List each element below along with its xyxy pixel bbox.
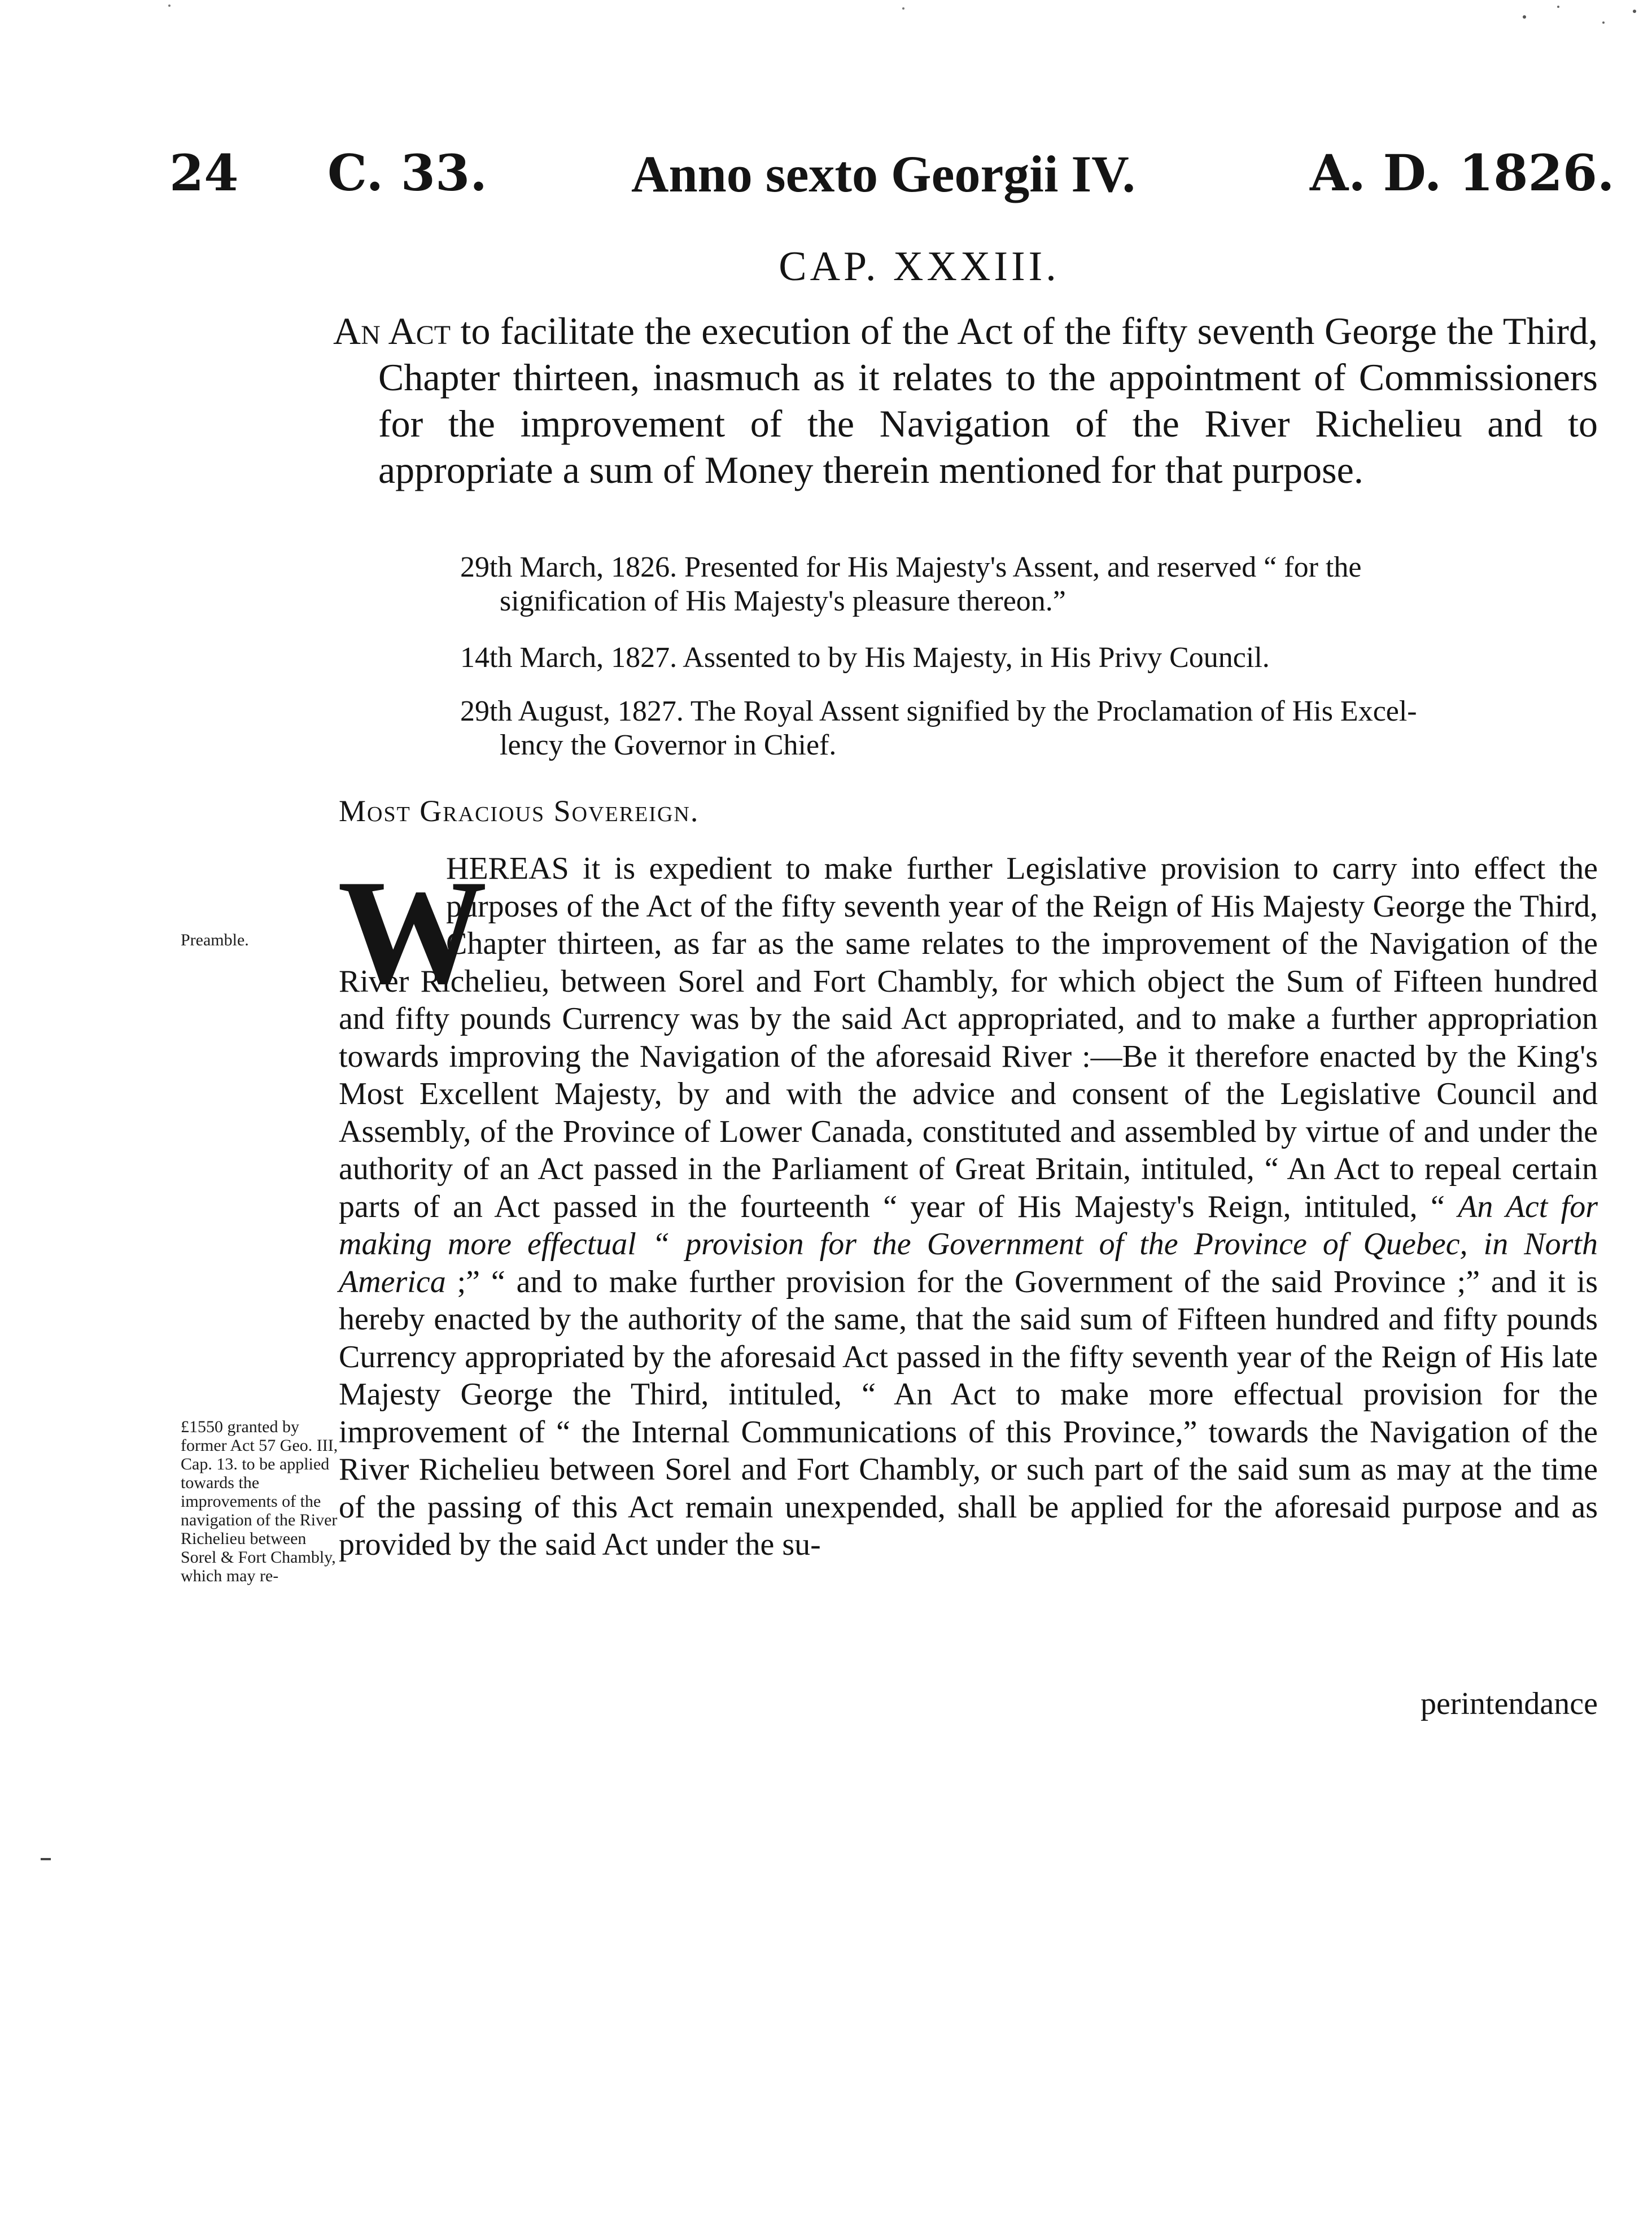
date-entry-assented (460, 641, 1598, 675)
catchword: perintendance (1420, 1686, 1598, 1721)
act-title (333, 308, 1598, 493)
cap-heading: CAP. XXXIII. (779, 243, 1060, 290)
chapter-label: C. 33. (327, 143, 487, 202)
margin-note-preamble: Preamble. (181, 931, 249, 949)
body-part-2: ;” “ and to make further provision for the Government of the said Province ;” and it is hereby enacted by the authority of the same, that the said sum of Fifteen hundred and fifty pounds Currency appropriated by the aforesaid Act passed in the fifty seventh year of the Reign of His late Majesty George the Third, intituled, “ An Act to make more effectual provision for the improvement of “ the Internal Communications of this Province,” towards the Navigation of the River Richelieu between Sorel and Fort Chambly, or such part of the said sum as may at the time of the passing of this Act remain unexpended, shall be applied for the aforesaid purpose and as provided by the said Act under the su- (339, 1264, 1598, 1562)
running-title: Anno sexto Georgii IV. (631, 145, 1135, 203)
date-entry-line: 29th August, 1827. The Royal Assent signified by the Proclamation of His Excel- (460, 695, 1417, 727)
salutation: Most Gracious Sovereign. (339, 794, 700, 828)
margin-note-grant: £1550 granted by former Act 57 Geo. III, Cap. 13. to be applied towards the improvements of the navigation of the River Richelieu between Sorel & Fort Chambly, which may re- (181, 1418, 338, 1585)
enacting-text (339, 850, 1598, 1564)
act-title-lead: An Act (333, 309, 451, 352)
date-entry-line: 14th March, 1827. Assented to by His Majesty, in His Privy Council. (460, 642, 1270, 674)
drop-cap-letter: W (338, 849, 487, 1015)
date-entry-proclaimed (460, 695, 1598, 762)
year-label: A. D. 1826. (1310, 143, 1615, 202)
body-part-1: HEREAS it is expedient to make further Legislative provision to carry into effect the purposes of the Act of the fifty seventh year of the Reign of His Majesty George the Third, Chapter thirteen, as far as the same relates to the improvement of the Navigation of the River Richelieu, between Sorel and Fort Chambly, for which object the Sum of Fifteen hundred and fifty pounds Currency was by the said Act appropriated, and to make a further appropriation towards improving the Navigation of the aforesaid River :—Be it therefore enacted by the King's Most Excellent Majesty, by and with the advice and consent of the Legislative Council and Assembly, of the Province of Lower Canada, constituted and assembled by virtue of and under the authority of an Act passed in the Parliament of Great Britain, intituled, “ An Act to repeal certain parts of an Act passed in the fourteenth “ year of His Majesty's Reign, intituled, “ (339, 851, 1598, 1224)
date-entry-continuation: lency the Governor in Chief. (500, 729, 837, 761)
body-italic-title: An Act for making more effectual “ provision for the Government of the Province of Quebec, in North America (339, 1189, 1598, 1299)
date-entry-continuation: signification of His Majesty's pleasure thereon.” (500, 585, 1066, 617)
date-entry-presented (460, 551, 1598, 618)
page-number: 24 (169, 143, 239, 202)
date-entry-line: 29th March, 1826. Presented for His Majesty's Assent, and reserved “ for the (460, 551, 1362, 583)
act-title-text: to facilitate the execution of the Act of the fifty seventh George the Third, Chapter thirteen, inasmuch as it relates to the appointment of Commissioners for the improvement of the Navigation of the River Richelieu and to appropriate a sum of Money therein mentioned for that purpose. (378, 309, 1598, 491)
